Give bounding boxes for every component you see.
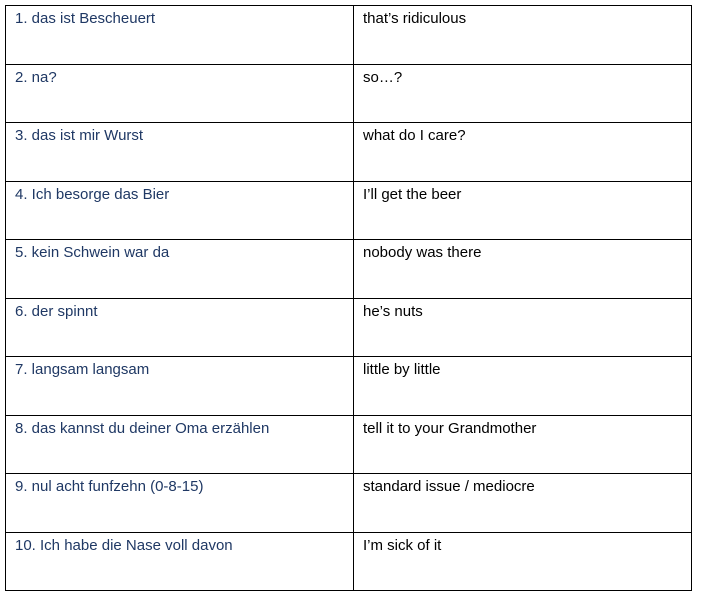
english-translation-cell: he’s nuts [354, 298, 692, 357]
german-phrase-cell: 1. das ist Bescheuert [6, 6, 354, 65]
german-phrase-cell: 5. kein Schwein war da [6, 240, 354, 299]
english-translation-cell: that’s ridiculous [354, 6, 692, 65]
english-translation-cell: so…? [354, 64, 692, 123]
german-phrase-cell: 2. na? [6, 64, 354, 123]
english-translation-cell: tell it to your Grandmother [354, 415, 692, 474]
german-phrase-cell: 8. das kannst du deiner Oma erzählen [6, 415, 354, 474]
table-row [6, 298, 692, 357]
table-row [6, 240, 692, 299]
phrase-table-body [6, 6, 692, 591]
table-row [6, 474, 692, 533]
english-translation-cell: I’ll get the beer [354, 181, 692, 240]
table-row [6, 532, 692, 591]
german-phrase-cell: 6. der spinnt [6, 298, 354, 357]
phrase-table [5, 5, 692, 591]
table-row [6, 181, 692, 240]
english-translation-cell: I’m sick of it [354, 532, 692, 591]
table-row [6, 6, 692, 65]
german-phrase-cell: 4. Ich besorge das Bier [6, 181, 354, 240]
english-translation-cell: standard issue / mediocre [354, 474, 692, 533]
table-row [6, 64, 692, 123]
german-phrase-cell: 9. nul acht funfzehn (0-8-15) [6, 474, 354, 533]
german-phrase-cell: 3. das ist mir Wurst [6, 123, 354, 182]
table-row [6, 123, 692, 182]
german-phrase-cell: 7. langsam langsam [6, 357, 354, 416]
table-row [6, 357, 692, 416]
english-translation-cell: little by little [354, 357, 692, 416]
table-row [6, 415, 692, 474]
english-translation-cell: nobody was there [354, 240, 692, 299]
english-translation-cell: what do I care? [354, 123, 692, 182]
german-phrase-cell: 10. Ich habe die Nase voll davon [6, 532, 354, 591]
